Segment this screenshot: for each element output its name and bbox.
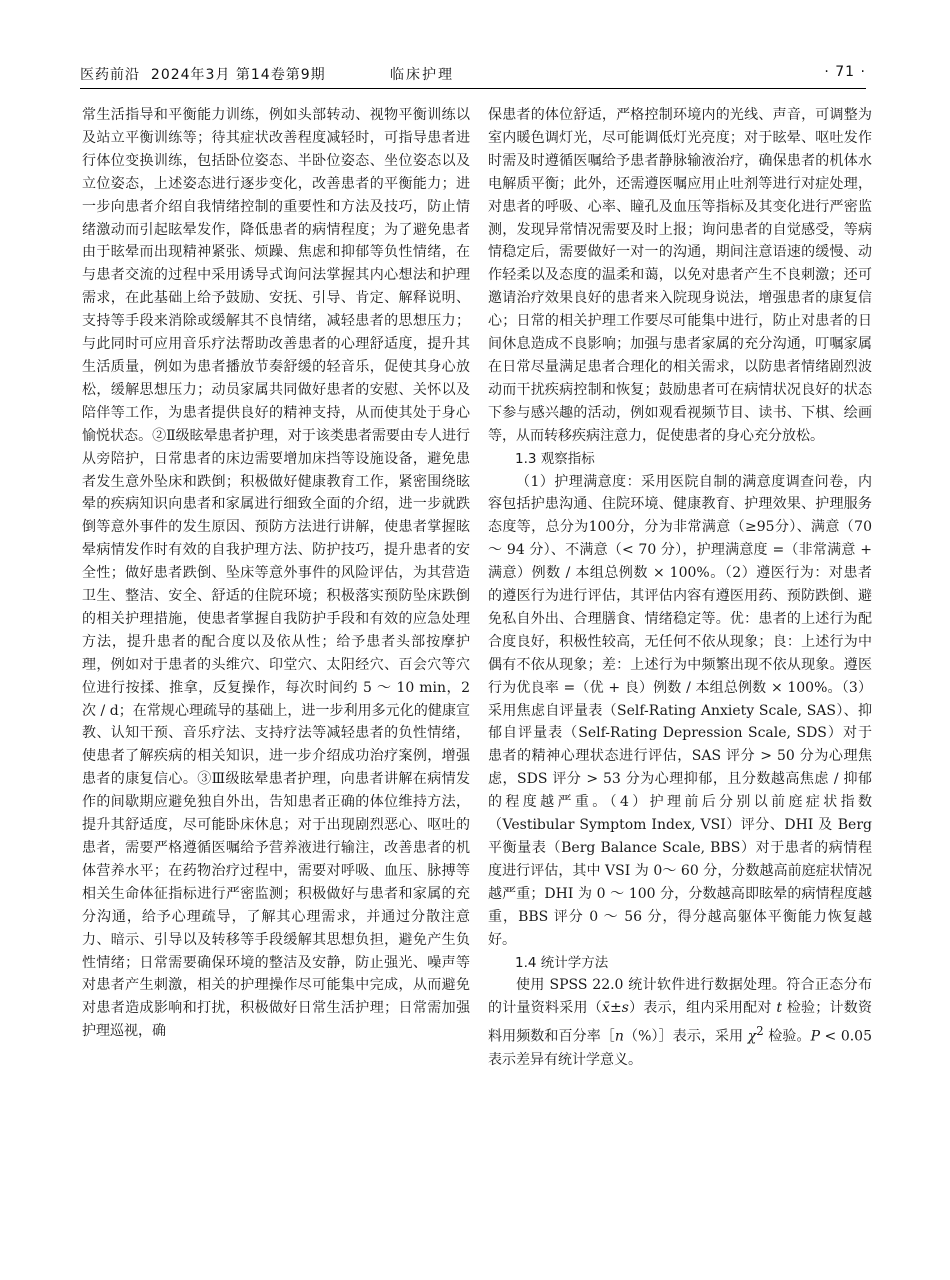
- page-number: · 71 ·: [824, 64, 866, 80]
- journal-issue-line: [80, 64, 326, 84]
- chi-symbol: χ: [747, 1028, 757, 1045]
- statistics-paragraph: [488, 974, 872, 1071]
- stats-text-4: （%）］表示，采用: [623, 1028, 748, 1045]
- observation-indicators-paragraph: （1）护理满意度：采用医院自制的满意度调查问卷，内容包括护患沟通、住院环境、健康教育、护理效果、护理服务态度等，总分为100分，分为非常满意（≥95分）、满意（70 ～ 94 分）、不满意（< 70 分），护理满意度 =（非常满意 + 满意）例数 / 本组总例数 × 100%。（2）遵医行为：对患者的遵医行为进行评估，其评估内容有遵医用药、预防跌倒、避免私自外出、合理膳食、情绪稳定等。优：患者的上述行为配合度良好，积极性较高，无任何不依从现象；良：上述行为中偶有不依从现象；差：上述行为中频繁出现不依从现象。遵医行为优良率 =（优 + 良）例数 / 本组总例数 × 100%。（3）采用焦虑自评量表（Self-Rating Anxiety Scale, SAS）、抑郁自评量表（Self-Rating Depression Scale, SDS）对于患者的精神心理状态进行评估，SAS 评分 > 50 分为心理焦虑，SDS 评分 > 53 分为心理抑郁，且分数越高焦虑 / 抑郁的程度越严重。（4）护理前后分别以前庭症状指数（Vestibular Symptom Index, VSI）评分、DHI 及 Berg 平衡量表（Berg Balance Scale, BBS）对于患者的病情程度进行评估，其中 VSI 为 0～ 60 分，分数越高前庭症状情况越严重；DHI 为 0 ～ 100 分，分数越高即眩晕的病情程度越重，BBS 评分 0 ～ 56 分，得分越高躯体平衡能力恢复越好。: [488, 473, 872, 948]
- issue-info: 2024年3月 第14卷第9期: [150, 67, 326, 83]
- left-column: [82, 104, 470, 1043]
- left-paragraph: 常生活指导和平衡能力训练，例如头部转动、视物平衡训练以及站立平衡训练等；待其症状改善程度减轻时，可指导患者进行体位变换训练，包括卧位姿态、半卧位姿态、坐位姿态以及立位姿态，上述姿态进行逐步变化，改善患者的平衡能力；进一步向患者介绍自我情绪控制的重要性和方法及技巧，防止情绪激动而引起眩晕发作，降低患者的病情程度；为了避免患者由于眩晕而出现精神紧张、烦躁、焦虑和抑郁等负性情绪，在与患者交流的过程中采用诱导式询问法掌握其内心想法和护理需求，在此基础上给予鼓励、安抚、引导、肯定、解释说明、支持等手段来消除或缓解其不良情绪，减轻患者的思想压力；与此同时可应用音乐疗法帮助改善患者的心理舒适度，提升其生活质量，例如为患者播放节奏舒缓的轻音乐，促使其身心放松，缓解思想压力；动员家属共同做好患者的安慰、关怀以及陪伴等工作，为患者提供良好的精神支持，从而使其处于身心愉悦状态。②Ⅱ级眩晕患者护理，对于该类患者需要由专人进行从旁陪护，日常患者的床边需要增加床挡等设施设备，避免患者发生意外坠床和跌倒；积极做好健康教育工作，紧密围绕眩晕的疾病知识向患者和家属进行细致全面的介绍，进一步就跌倒等意外事件的发生原因、预防方法进行讲解，使患者掌握眩晕病情发作时有效的自我护理方法、防护技巧，提升患者的安全性；做好患者跌倒、坠床等意外事件的风险评估，为其营造卫生、整洁、安全、舒适的住院环境；积极落实预防坠床跌倒的相关护理措施，使患者掌握自我防护手段和有效的应急处理方法，提升患者的配合度以及依从性；给予患者头部按摩护理，例如对于患者的头维穴、印堂穴、太阳经穴、百会穴等穴位进行按揉、推拿，反复操作，每次时间约 5 ～ 10 min，2 次 / d；在常规心理疏导的基础上，进一步利用多元化的健康宣教、认知干预、音乐疗法、支持疗法等减轻患者的负性情绪，使患者了解疾病的相关知识，进一步介绍成功治疗案例，增强患者的康复信心。③Ⅲ级眩晕患者护理，向患者讲解在病情发作的间歇期应避免独自外出，告知患者正确的体位维持方法，提升其舒适度，尽可能卧床休息；对于出现剧烈恶心、呕吐的患者，需要严格遵循医嘱给予营养液进行输注，改善患者的机体营养水平；在药物治疗过程中，需要对呼吸、血压、脉搏等相关生命体征指标进行严密监测；积极做好与患者和家属的充分沟通，给予心理疏导，了解其心理需求，并通过分散注意力、暗示、引导以及转移等手段缓解其思想负担，避免产生负性情绪；日常需要确保环境的整洁及安静，防止强光、噪声等对患者产生刺激，相关的护理操作尽可能集中完成，从而避免对患者造成影响和打扰，积极做好日常生活护理；日常需加强护理巡视，确: [82, 107, 470, 1040]
- stats-text-5: 检验。: [763, 1028, 811, 1045]
- journal-name: 医药前沿: [80, 67, 140, 83]
- chi-superscript: 2: [756, 1024, 764, 1039]
- stats-text-1: 使用 SPSS 22.0 统计软件进行数据处理。符合正态分布的计量资料采用（: [488, 977, 872, 1017]
- running-header: [80, 62, 866, 89]
- section-name: 临床护理: [390, 67, 454, 83]
- right-column: [488, 104, 872, 1072]
- nursing-continued-paragraph: 保患者的体位舒适，严格控制环境内的光线、声音，可调整为室内暖色调灯光，尽可能调低灯光亮度；对于眩晕、呕吐发作时需及时遵循医嘱给予患者静脉输液治疗，确保患者的机体水电解质平衡；此外，还需遵医嘱应用止吐剂等进行对症处理，对患者的呼吸、心率、瞳孔及血压等指标及其变化进行严密监测，发现异常情况需要及时上报；询问患者的自觉感受，等病情稳定后，需要做好一对一的沟通，期间注意语速的缓慢、动作轻柔以及态度的温柔和蔼，以免对患者产生不良刺激；还可邀请治疗效果良好的患者来入院现身说法，增强患者的康复信心；日常的相关护理工作要尽可能集中进行，防止对患者的日间休息造成不良影响；加强与患者家属的充分沟通，叮嘱家属在日常尽量满足患者合理化的相关需求，以防患者情绪剧烈波动而干扰疾病控制和恢复；鼓励患者可在病情状况良好的状态下参与感兴趣的活动，例如观看视频节目、读书、下棋、绘画等，从而转移疾病注意力，促使患者的身心充分放松。: [488, 107, 872, 444]
- stats-text-3: 检验；计数资料用频数和百分率［: [488, 1000, 872, 1045]
- stats-text-6: < 0.05 表示差异有统计学意义。: [488, 1028, 872, 1068]
- t-symbol: t: [776, 1000, 783, 1017]
- n-symbol: n: [614, 1028, 624, 1045]
- mean-sd-symbol: x̄±s: [602, 1000, 629, 1017]
- p-symbol: P: [810, 1028, 820, 1045]
- section-heading-1-4: 1.4 统计学方法: [515, 954, 609, 971]
- stats-text-2: ）表示，组内采用配对: [628, 1000, 777, 1017]
- section-heading-1-3: 1.3 观察指标: [515, 450, 595, 467]
